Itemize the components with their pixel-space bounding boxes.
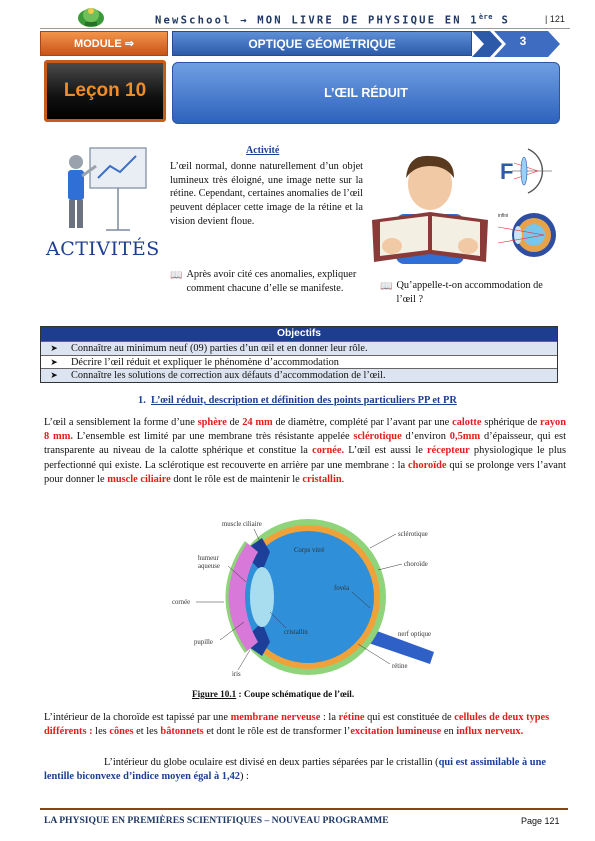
label-nerf-optique: nerf optique [398,631,432,638]
lesson-badge [44,60,166,122]
reading-boy-illustration [366,150,494,270]
module-number: 3 [519,34,527,48]
label-pupille: pupille [194,639,213,646]
activity-title: Activité [246,145,280,156]
label-cristallin: cristallin [284,629,308,636]
footer-rule [40,808,568,810]
module-label: MODULE ⇒ [40,31,168,56]
svg-text:F: F [500,159,514,184]
label-muscle-ciliaire: muscle ciliaire [222,521,262,528]
lesson-title: L’ŒIL RÉDUIT [172,62,560,124]
label-corps-vitre: Corps vitré [294,547,325,554]
header-series-title: NewSchool → MON LIVRE DE PHYSIQUE EN 1ère S [155,13,511,27]
label-iris: iris [232,671,241,678]
arrow-icon: ➤ [50,343,58,353]
book-icon: 📖 [170,270,183,281]
eye-description-paragraph: L’œil a sensiblement la forme d’une sphère de 24 mm de diamètre, complété par l’avant par une calotte sphérique de rayon 8 mm. L’ensemble est limité par une membrane très résistante appelée sclérotique d’environ 0,5mm d’épaisseur, qui est transparente au niveau de la calotte sphérique et constitue la cornée. L’œil est aussi le récepteur physiologique le plus perfectionné qui existe. La sclérotique est recouverte en arrière par une membrane : la choroïde qui se prolonge vers l’avant pour donner le muscle ciliaire dont le rôle est de maintenir le cristallin. [44,417,566,485]
eye-cross-section-icon [498,205,560,260]
eye-focus-diagram [498,145,560,197]
section-title: 1. L’œil réduit, description et définition des points particuliers PP et PR [138,395,457,406]
question-1-text: Après avoir cité ces anomalies, expliquer comment chacune d’elle se manifeste. [186,269,357,294]
arrow-icon: ➤ [50,370,58,380]
objective-row: ➤ Connaître au minimum neuf (09) parties d’un œil et en donner leur rôle. [41,341,557,355]
school-logo [76,3,106,29]
lesson-label: Leçon 10 [63,80,147,101]
label-retine: rétine [392,663,408,670]
objectives-table [40,326,558,383]
objective-row: ➤ Décrire l’œil réduit et expliquer le phénomène d’accommodation [41,355,557,369]
header-page-number: | 121 [545,14,565,24]
footer-page-number: Page 121 [521,816,560,826]
book-icon: 📖 [380,281,393,292]
eye-mini-label: infini [498,213,509,219]
teacher-board-illustration [60,140,150,235]
label-cornee: cornée [172,599,191,606]
question-2-text: Qu’appelle-t-on accommodation de l’œil ? [396,280,543,305]
objectives-title: Objectifs [41,327,557,341]
label-choroide: choroïde [404,561,428,568]
objective-row: ➤ Connaître les solutions de correction aux défauts d’accommodation de l’œil. [41,368,557,382]
module-title: OPTIQUE GÉOMÉTRIQUE [172,31,472,56]
arrow-icon: ➤ [50,356,58,367]
figure-caption: Figure 10.1 : Coupe schématique de l’œil. [192,689,355,699]
label-sclerotique: sclérotique [398,531,428,538]
label-aqueuse: aqueuse [198,563,220,570]
label-humeur: humeur [198,555,219,562]
globe-paragraph: L’intérieur du globe oculaire est divisé en deux parties séparées par le cristallin (qui est assimilable à une lentille biconvexe d’indice moyen égal à 1,42) : [44,757,546,782]
activity-paragraph: L’œil normal, donne naturellement d’un objet lumineux très éloigné, une image nette sur la rétine. Cependant, certaines anomalies de l’œil peuvent déplacer cette image de la rétine et la vision devient floue. [170,161,363,227]
question-2 [380,279,560,306]
header-rule [40,28,570,29]
question-1 [170,268,370,295]
footer-book-title: LA PHYSIQUE EN PREMIÈRES SCIENTIFIQUES – NOUVEAU PROGRAMME [44,815,389,826]
label-fovea: fovéa [334,585,350,592]
retina-paragraph: L’intérieur de la choroïde est tapissé par une membrane nerveuse : la rétine qui est constituée de cellules de deux types différents : les cônes et les bâtonnets et dont le rôle est de transformer l’excitation lumineuse en influx nerveux. [44,712,550,737]
activites-heading: ACTIVITÉS [46,238,160,260]
eye-cross-section-diagram [158,512,438,682]
